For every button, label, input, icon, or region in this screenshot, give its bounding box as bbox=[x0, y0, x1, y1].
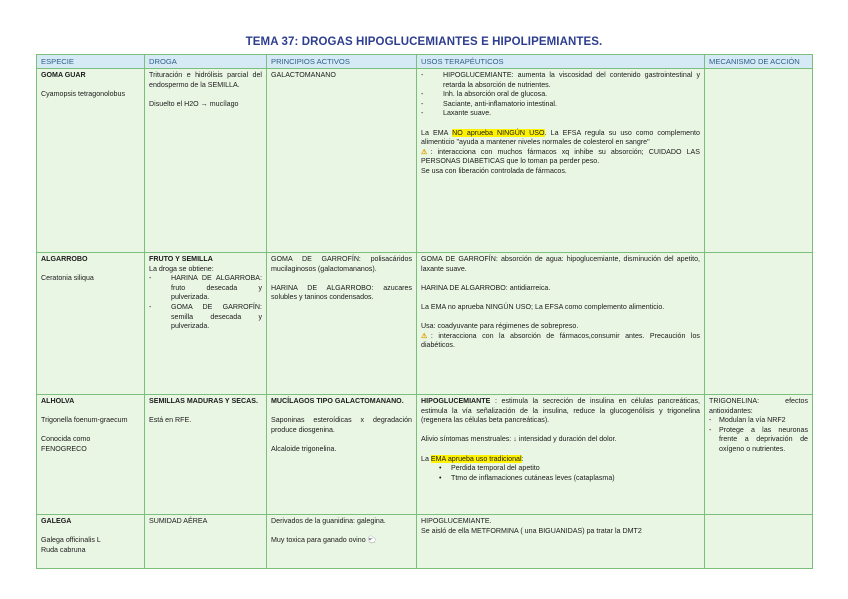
ema-prefix: La EMA bbox=[421, 128, 448, 137]
droga-text: SUMIDAD AÉREA bbox=[149, 517, 208, 525]
especie-latin-alt: Ruda cabruna bbox=[41, 545, 86, 554]
list-item: - Saciante, anti-inflamatorio intestinal. bbox=[421, 100, 700, 110]
page-title: TEMA 37: DROGAS HIPOGLUCEMIANTES E HIPOLIPEMIANTES. bbox=[245, 36, 603, 48]
especie-latin: Ceratonia siliqua bbox=[41, 274, 94, 283]
list-item: - Laxante suave. bbox=[421, 109, 700, 119]
usos-span: : estimula la secreción de insulina en células pancreáticas, estimula la vía señalización de la insulina, reduce la glucogenólisis y trigonelina (regenera las células beta pancreáticas). bbox=[421, 397, 700, 425]
cell-droga bbox=[145, 69, 267, 253]
ema-suffix: . La EFSA regula su uso como complemento alimenticio "ayuda a mantener niveles normales de colesterol en sangre" bbox=[421, 128, 700, 147]
ema-note bbox=[421, 455, 700, 465]
usos-text: HIPOGLUCEMIANTE. bbox=[421, 517, 492, 525]
table-row-galega bbox=[37, 515, 813, 569]
warning-text: : interacciona con muchos fármacos xq inhibe su absorción; CUIDADO LAS PERSONAS DIABETICAS que lo toman pa perder peso. bbox=[421, 147, 700, 166]
warning-note bbox=[421, 148, 700, 167]
especie-name: GALEGA bbox=[41, 517, 72, 525]
principio-text: Saponinas esteroídicas x degradación produce diosgenina. bbox=[271, 416, 412, 434]
list-item: - Inh. la absorción oral de glucosa. bbox=[421, 90, 700, 100]
cell-droga bbox=[145, 515, 267, 569]
droga-intro: La droga se obtiene: bbox=[149, 264, 214, 273]
ema-highlight: NO aprueba NINGÚN USO bbox=[452, 128, 545, 137]
table-row-goma-guar bbox=[37, 69, 813, 253]
header-usos: USOS TERAPÉUTICOS bbox=[417, 55, 705, 69]
principio-text: HARINA DE ALGARROBO: azucares solubles y taninos condensados. bbox=[271, 283, 412, 302]
usos-text bbox=[421, 397, 700, 426]
mecanismo-list bbox=[709, 416, 808, 454]
especie-common: FENOGRECO bbox=[41, 444, 87, 453]
cell-usos bbox=[417, 253, 705, 395]
cell-droga bbox=[145, 253, 267, 395]
warning-icon: ⚠ bbox=[421, 147, 431, 156]
table-row-algarrobo bbox=[37, 253, 813, 395]
list-item: - Modulan la vía NRF2 bbox=[709, 416, 808, 426]
warning-note bbox=[421, 332, 700, 351]
cell-mecanismo bbox=[705, 515, 813, 569]
cell-principios bbox=[267, 253, 417, 395]
usos-text: Se aisló de ella METFORMINA ( una BIGUANIDAS) pa tratar la DMT2 bbox=[421, 526, 642, 535]
ema-highlight: EMA aprueba uso tradicional bbox=[430, 454, 522, 463]
warning-text: : interacciona con la absorción de fármacos,consumir antes. Precaución los diabéticos. bbox=[421, 331, 700, 350]
header-droga: DROGA bbox=[145, 55, 267, 69]
cell-usos bbox=[417, 395, 705, 515]
mecanismo-text: TRIGONELINA: efectos antioxidantes: bbox=[709, 397, 808, 415]
principio-text: GOMA DE GARROFÍN: polisacáridos mucilaginosos (galactomananos). bbox=[271, 255, 412, 273]
cell-especie bbox=[37, 69, 145, 253]
especie-name: GOMA GUAR bbox=[41, 71, 86, 79]
list-item: - Protege a las neuronas frente a deprivación de oxígeno o nutrientes. bbox=[709, 426, 808, 455]
cell-mecanismo bbox=[705, 395, 813, 515]
sheep-icon: 🐑 bbox=[367, 536, 377, 545]
list-item: - HIPOGLUCEMIANTE: aumenta la viscosidad del contenido gastrointestinal y retarda la absorción de nutrientes. bbox=[421, 71, 700, 90]
especie-latin: Galega officinalis L bbox=[41, 536, 101, 545]
cell-principios bbox=[267, 515, 417, 569]
list-item: - GOMA DE GARROFÍN: semilla desecada y pulverizada. bbox=[149, 303, 262, 332]
droga-text: Está en RFE. bbox=[149, 416, 192, 425]
especie-name: ALGARROBO bbox=[41, 255, 88, 263]
cell-mecanismo bbox=[705, 253, 813, 395]
cell-especie bbox=[37, 515, 145, 569]
ema-prefix: La bbox=[421, 454, 431, 463]
usos-text: HARINA DE ALGARROBO: antidiarreica. bbox=[421, 283, 551, 292]
usos-bold: HIPOGLUCEMIANTE bbox=[421, 397, 491, 405]
usos-text: Usa: coadyuvante para régimenes de sobrepreso. bbox=[421, 322, 579, 331]
usos-text: Se usa con liberación controlada de fármacos. bbox=[421, 166, 567, 175]
droga-text: Trituración e hidrólisis parcial del endospermo de la SEMILLA. bbox=[149, 71, 262, 89]
header-especie: ESPECIE bbox=[37, 55, 145, 69]
especie-latin: Trigonella foenum-graecum bbox=[41, 416, 128, 425]
principio-text: GALACTOMANANO bbox=[271, 71, 336, 79]
ema-suffix: : bbox=[521, 454, 524, 463]
ema-note bbox=[421, 129, 700, 148]
droga-title: SEMILLAS MADURAS Y SECAS. bbox=[149, 397, 258, 405]
table-header-row bbox=[37, 55, 813, 69]
usos-list bbox=[421, 71, 700, 119]
usos-text: Alivio síntomas menstruales: ↓ intensidad y duración del dolor. bbox=[421, 435, 617, 444]
droga-list bbox=[149, 274, 262, 332]
especie-common-label: Conocida como bbox=[41, 435, 91, 444]
principio-span: Muy toxica para ganado ovino bbox=[271, 536, 366, 545]
cell-usos bbox=[417, 69, 705, 253]
usos-text: GOMA DE GARROFÍN: absorción de agua: hipoglucemiante, disminución del apetito, laxante suave. bbox=[421, 255, 700, 273]
droga-text: Disuelto el H2O → mucílago bbox=[149, 99, 239, 108]
cell-especie bbox=[37, 253, 145, 395]
table-row-alholva bbox=[37, 395, 813, 515]
especie-latin: Cyamopsis tetragonolobus bbox=[41, 90, 125, 99]
list-item: • Perdida temporal del apetito bbox=[421, 464, 700, 474]
cell-principios bbox=[267, 395, 417, 515]
list-item: - HARINA DE ALGARROBA: fruto desecada y pulverizada. bbox=[149, 274, 262, 303]
cell-principios bbox=[267, 69, 417, 253]
principio-text: Derivados de la guanidina: galegina. bbox=[271, 517, 386, 525]
cell-especie bbox=[37, 395, 145, 515]
header-mecanismo: MECANISMO DE ACCIÓN bbox=[705, 55, 813, 69]
cell-usos bbox=[417, 515, 705, 569]
especie-name: ALHOLVA bbox=[41, 397, 75, 405]
ema-list bbox=[421, 464, 700, 483]
principio-title: MUCÍLAGOS TIPO GALACTOMANANO. bbox=[271, 397, 404, 405]
header-principios: PRINCIPIOS ACTIVOS bbox=[267, 55, 417, 69]
principio-text bbox=[271, 536, 412, 546]
cell-mecanismo bbox=[705, 69, 813, 253]
warning-icon: ⚠ bbox=[421, 331, 431, 340]
principio-text: Alcaloide trigonelina. bbox=[271, 444, 337, 453]
list-item: • Ttmo de inflamaciones cutáneas leves (cataplasma) bbox=[421, 474, 700, 484]
drugs-table bbox=[36, 54, 813, 569]
usos-text: La EMA no aprueba NINGÚN USO; La EFSA como complemento alimenticio. bbox=[421, 302, 665, 311]
cell-droga bbox=[145, 395, 267, 515]
droga-title: FRUTO Y SEMILLA bbox=[149, 255, 213, 263]
